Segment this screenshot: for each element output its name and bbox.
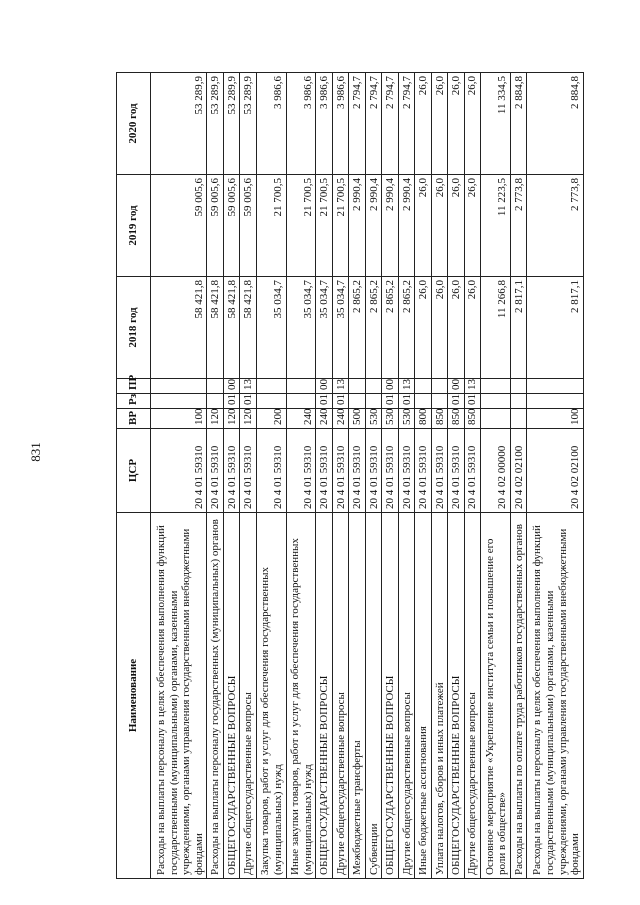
cell-y2019: 21 700,5 xyxy=(256,175,286,277)
cell-name: Уплата налогов, сборов и иных платежей xyxy=(431,513,447,879)
cell-y2019: 21 700,5 xyxy=(332,175,348,277)
cell-pr xyxy=(431,379,447,394)
col-header-2018: 2018 год xyxy=(117,277,151,379)
cell-name: ОБЩЕГОСУДАРСТВЕННЫЕ ВОПРОСЫ xyxy=(223,513,239,879)
cell-y2019: 2 990,4 xyxy=(365,175,381,277)
page-number: 831 xyxy=(28,442,43,462)
cell-name: Расходы на выплаты персоналу в целях обеспечения выполнения функций государственными (муниципальными) органами, казенными учреждениями, органами управления государственными внебюджетными фондами xyxy=(151,513,207,879)
cell-rz xyxy=(151,394,207,409)
cell-y2018: 26,0 xyxy=(448,277,464,379)
cell-rz: 01 xyxy=(316,394,332,409)
cell-pr xyxy=(527,379,584,394)
cell-name: ОБЩЕГОСУДАРСТВЕННЫЕ ВОПРОСЫ xyxy=(448,513,464,879)
cell-vr: 500 xyxy=(349,409,365,429)
cell-pr: 00 xyxy=(316,379,332,394)
cell-csr: 20 4 01 59310 xyxy=(398,429,414,513)
col-header-pr: ПР xyxy=(117,379,151,394)
cell-y2020: 26,0 xyxy=(431,73,447,175)
cell-y2018: 2 817,1 xyxy=(510,277,526,379)
table-row xyxy=(223,73,239,879)
cell-pr: 13 xyxy=(464,379,480,394)
cell-pr: 00 xyxy=(448,379,464,394)
table-row xyxy=(349,73,365,879)
cell-name: Иные закупки товаров, работ и услуг для обеспечения государственных (муниципальных) нужд xyxy=(286,513,316,879)
cell-y2020: 3 986,6 xyxy=(286,73,316,175)
cell-y2019: 26,0 xyxy=(431,175,447,277)
cell-csr: 20 4 02 02100 xyxy=(510,429,526,513)
cell-y2018: 58 421,8 xyxy=(151,277,207,379)
cell-y2018: 2 865,2 xyxy=(398,277,414,379)
cell-y2018: 26,0 xyxy=(464,277,480,379)
cell-y2019: 59 005,6 xyxy=(207,175,223,277)
table-row xyxy=(481,73,511,879)
col-header-2019: 2019 год xyxy=(117,175,151,277)
cell-csr: 20 4 01 59310 xyxy=(207,429,223,513)
cell-name: Закупка товаров, работ и услуг для обеспечения государственных (муниципальных) нужд xyxy=(256,513,286,879)
cell-name: Расходы на выплаты персоналу государственных (муниципальных) органов xyxy=(207,513,223,879)
cell-csr: 20 4 01 59310 xyxy=(365,429,381,513)
cell-y2020: 3 986,6 xyxy=(316,73,332,175)
cell-vr: 120 xyxy=(240,409,256,429)
cell-y2020: 2 794,7 xyxy=(349,73,365,175)
cell-name: Другие общегосударственные вопросы xyxy=(332,513,348,879)
table-row xyxy=(431,73,447,879)
cell-rz: 01 xyxy=(448,394,464,409)
cell-pr xyxy=(481,379,511,394)
cell-y2020: 26,0 xyxy=(415,73,431,175)
cell-y2019: 2 990,4 xyxy=(398,175,414,277)
cell-y2018: 2 817,1 xyxy=(527,277,584,379)
cell-csr: 20 4 01 59310 xyxy=(448,429,464,513)
cell-csr: 20 4 01 59310 xyxy=(223,429,239,513)
cell-pr xyxy=(207,379,223,394)
table-row xyxy=(398,73,414,879)
cell-y2019: 2 990,4 xyxy=(382,175,398,277)
cell-vr: 240 xyxy=(286,409,316,429)
cell-name: Расходы на выплаты персоналу в целях обеспечения выполнения функций государственными (муниципальными) органами, казенными учреждениями, органами управления государственными внебюджетными фондами xyxy=(527,513,584,879)
cell-y2020: 2 794,7 xyxy=(382,73,398,175)
cell-y2018: 35 034,7 xyxy=(256,277,286,379)
cell-rz: 01 xyxy=(240,394,256,409)
cell-y2019: 21 700,5 xyxy=(316,175,332,277)
budget-table-container xyxy=(116,73,584,879)
cell-y2018: 35 034,7 xyxy=(316,277,332,379)
cell-pr: 00 xyxy=(223,379,239,394)
cell-name: Иные бюджетные ассигнования xyxy=(415,513,431,879)
budget-table xyxy=(116,72,584,879)
cell-name: Межбюджетные трансферты xyxy=(349,513,365,879)
cell-y2019: 59 005,6 xyxy=(223,175,239,277)
cell-pr: 13 xyxy=(240,379,256,394)
cell-y2018: 11 266,8 xyxy=(481,277,511,379)
cell-vr xyxy=(481,409,511,429)
cell-y2019: 26,0 xyxy=(464,175,480,277)
cell-rz xyxy=(431,394,447,409)
table-row xyxy=(527,73,584,879)
cell-y2020: 2 884,8 xyxy=(527,73,584,175)
cell-y2018: 26,0 xyxy=(415,277,431,379)
cell-pr xyxy=(151,379,207,394)
cell-y2018: 2 865,2 xyxy=(349,277,365,379)
cell-y2018: 58 421,8 xyxy=(223,277,239,379)
cell-csr: 20 4 01 59310 xyxy=(286,429,316,513)
table-row xyxy=(332,73,348,879)
cell-csr: 20 4 01 59310 xyxy=(240,429,256,513)
table-row xyxy=(365,73,381,879)
cell-vr: 850 xyxy=(431,409,447,429)
table-row xyxy=(240,73,256,879)
cell-rz: 01 xyxy=(398,394,414,409)
cell-csr: 20 4 01 59310 xyxy=(464,429,480,513)
table-row xyxy=(151,73,207,879)
cell-vr xyxy=(510,409,526,429)
cell-name: Другие общегосударственные вопросы xyxy=(398,513,414,879)
cell-y2020: 11 334,5 xyxy=(481,73,511,175)
cell-y2018: 2 865,2 xyxy=(365,277,381,379)
cell-y2019: 26,0 xyxy=(415,175,431,277)
cell-y2018: 58 421,8 xyxy=(240,277,256,379)
cell-pr xyxy=(256,379,286,394)
cell-vr: 240 xyxy=(316,409,332,429)
table-row xyxy=(415,73,431,879)
cell-pr: 00 xyxy=(382,379,398,394)
cell-vr: 240 xyxy=(332,409,348,429)
cell-pr xyxy=(286,379,316,394)
cell-csr: 20 4 01 59310 xyxy=(256,429,286,513)
cell-y2018: 35 034,7 xyxy=(286,277,316,379)
table-header-row xyxy=(117,73,151,879)
cell-rz xyxy=(349,394,365,409)
cell-y2020: 26,0 xyxy=(448,73,464,175)
cell-y2018: 26,0 xyxy=(431,277,447,379)
col-header-name: Наименование xyxy=(117,513,151,879)
cell-y2020: 53 289,9 xyxy=(240,73,256,175)
cell-vr: 530 xyxy=(398,409,414,429)
table-row xyxy=(207,73,223,879)
cell-y2019: 2 990,4 xyxy=(349,175,365,277)
cell-rz xyxy=(207,394,223,409)
cell-y2018: 58 421,8 xyxy=(207,277,223,379)
cell-pr xyxy=(349,379,365,394)
cell-vr: 530 xyxy=(365,409,381,429)
col-header-2020: 2020 год xyxy=(117,73,151,175)
cell-rz xyxy=(527,394,584,409)
cell-pr: 13 xyxy=(332,379,348,394)
cell-csr: 20 4 02 00000 xyxy=(481,429,511,513)
table-row xyxy=(382,73,398,879)
cell-vr: 800 xyxy=(415,409,431,429)
cell-name: Расходы на выплаты по оплате труда работников государственных органов xyxy=(510,513,526,879)
cell-y2019: 26,0 xyxy=(448,175,464,277)
cell-y2020: 53 289,9 xyxy=(151,73,207,175)
cell-name: ОБЩЕГОСУДАРСТВЕННЫЕ ВОПРОСЫ xyxy=(316,513,332,879)
table-row xyxy=(256,73,286,879)
cell-y2020: 3 986,6 xyxy=(256,73,286,175)
cell-vr: 850 xyxy=(448,409,464,429)
cell-vr: 850 xyxy=(464,409,480,429)
cell-y2019: 2 773,8 xyxy=(510,175,526,277)
cell-pr: 13 xyxy=(398,379,414,394)
cell-csr: 20 4 01 59310 xyxy=(332,429,348,513)
cell-rz xyxy=(256,394,286,409)
cell-y2019: 59 005,6 xyxy=(151,175,207,277)
cell-name: Другие общегосударственные вопросы xyxy=(240,513,256,879)
cell-rz xyxy=(481,394,511,409)
cell-vr: 120 xyxy=(223,409,239,429)
cell-y2020: 2 794,7 xyxy=(365,73,381,175)
cell-y2020: 3 986,6 xyxy=(332,73,348,175)
cell-csr: 20 4 01 59310 xyxy=(382,429,398,513)
cell-pr xyxy=(365,379,381,394)
cell-y2019: 59 005,6 xyxy=(240,175,256,277)
cell-y2020: 53 289,9 xyxy=(223,73,239,175)
cell-csr: 20 4 01 59310 xyxy=(431,429,447,513)
cell-y2018: 35 034,7 xyxy=(332,277,348,379)
cell-csr: 20 4 01 59310 xyxy=(415,429,431,513)
cell-vr: 200 xyxy=(256,409,286,429)
table-row xyxy=(448,73,464,879)
cell-vr: 530 xyxy=(382,409,398,429)
col-header-csr: ЦСР xyxy=(117,429,151,513)
cell-vr: 100 xyxy=(527,409,584,429)
cell-csr: 20 4 01 59310 xyxy=(349,429,365,513)
cell-vr: 100 xyxy=(151,409,207,429)
cell-rz xyxy=(365,394,381,409)
cell-rz xyxy=(415,394,431,409)
col-header-rz: Рз xyxy=(117,394,151,409)
col-header-vr: ВР xyxy=(117,409,151,429)
cell-name: Основное мероприятие «Укрепление института семьи и повышение его роли в обществе» xyxy=(481,513,511,879)
cell-name: Другие общегосударственные вопросы xyxy=(464,513,480,879)
cell-rz: 01 xyxy=(332,394,348,409)
cell-y2020: 53 289,9 xyxy=(207,73,223,175)
cell-rz: 01 xyxy=(382,394,398,409)
cell-csr: 20 4 02 02100 xyxy=(527,429,584,513)
cell-csr: 20 4 01 59310 xyxy=(151,429,207,513)
cell-y2020: 26,0 xyxy=(464,73,480,175)
cell-y2018: 2 865,2 xyxy=(382,277,398,379)
cell-y2019: 21 700,5 xyxy=(286,175,316,277)
table-row xyxy=(316,73,332,879)
cell-y2019: 2 773,8 xyxy=(527,175,584,277)
cell-y2020: 2 794,7 xyxy=(398,73,414,175)
cell-y2019: 11 223,5 xyxy=(481,175,511,277)
cell-vr: 120 xyxy=(207,409,223,429)
cell-rz: 01 xyxy=(464,394,480,409)
cell-rz: 01 xyxy=(223,394,239,409)
cell-rz xyxy=(286,394,316,409)
cell-pr xyxy=(415,379,431,394)
table-row xyxy=(464,73,480,879)
cell-csr: 20 4 01 59310 xyxy=(316,429,332,513)
cell-y2020: 2 884,8 xyxy=(510,73,526,175)
cell-pr xyxy=(510,379,526,394)
table-row xyxy=(510,73,526,879)
cell-rz xyxy=(510,394,526,409)
table-row xyxy=(286,73,316,879)
cell-name: ОБЩЕГОСУДАРСТВЕННЫЕ ВОПРОСЫ xyxy=(382,513,398,879)
cell-name: Субвенции xyxy=(365,513,381,879)
